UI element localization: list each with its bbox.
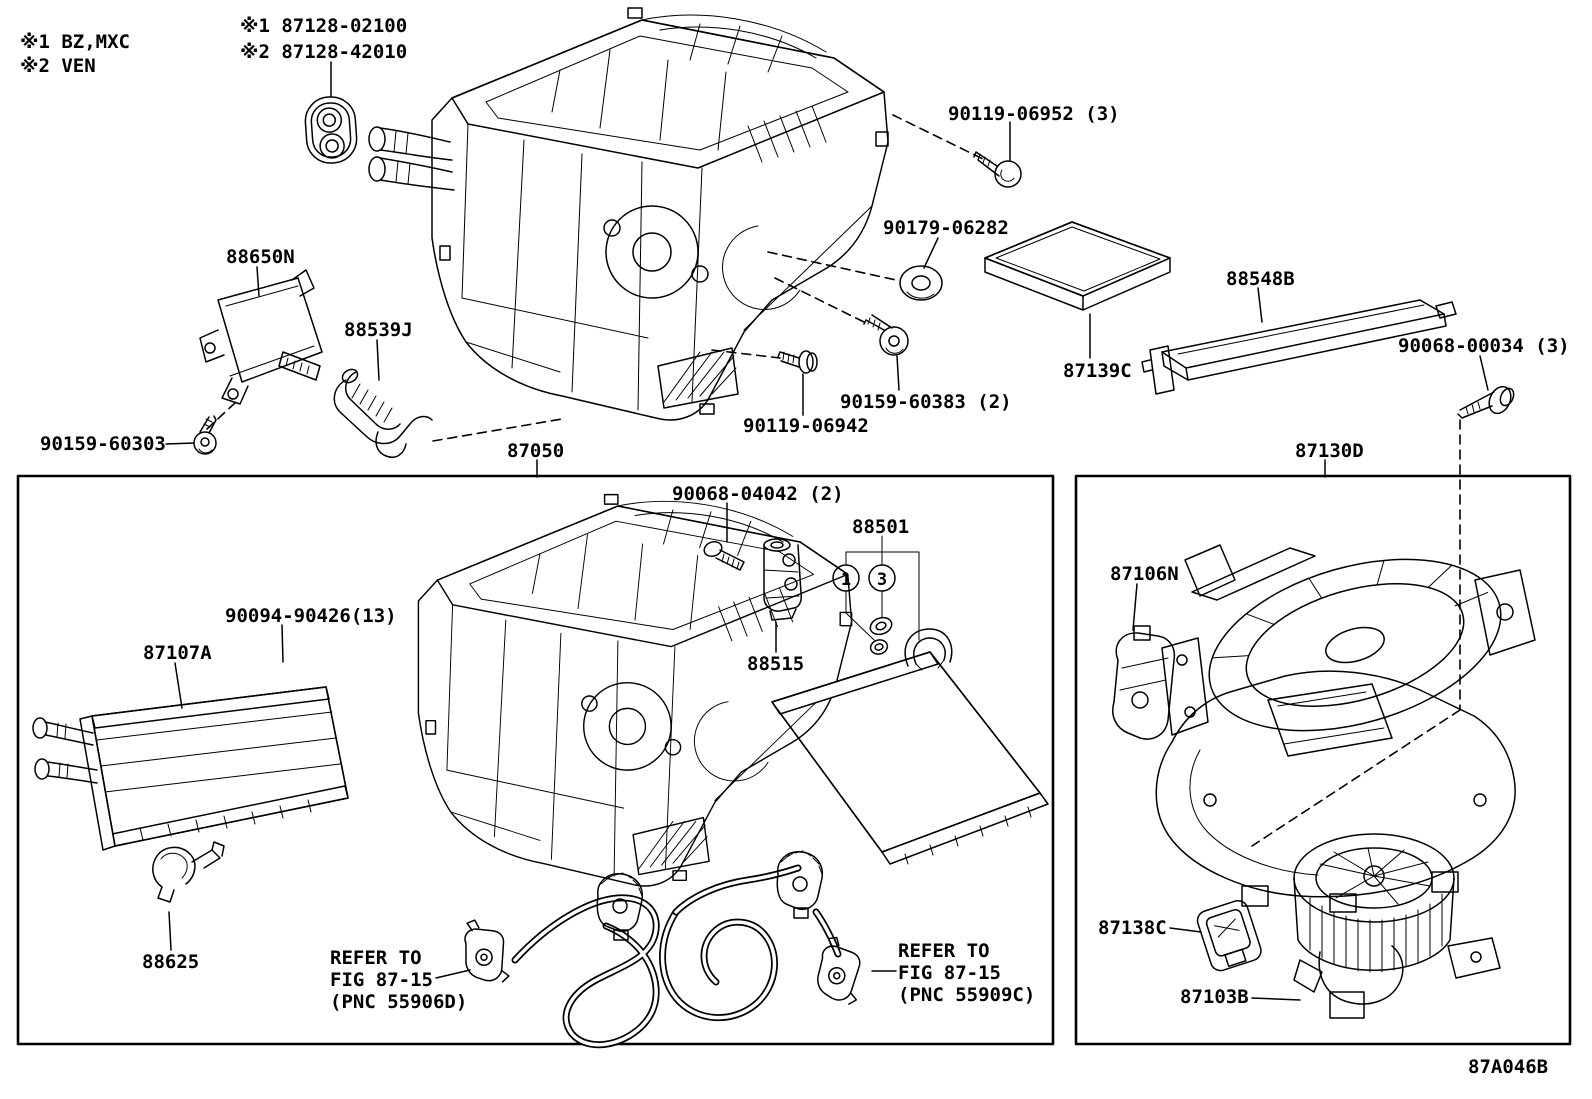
leader-lines [166,62,1488,1000]
pipe-clamp-drawing [153,842,224,902]
note-line2: ※2 VEN [20,55,96,77]
refer-left-line3: (PNC 55906D) [330,991,468,1013]
label-bolt-04042: 90068-04042 (2) [672,483,844,505]
label-filter-87139C: 87139C [1063,360,1132,382]
label-grommet-2: ※2 87128-42010 [240,41,408,63]
exp-valve-drawing [764,539,801,620]
inner-unit-drawing [418,495,851,886]
heater-pipes-drawing [369,127,454,190]
resistor-drawing [1195,898,1264,973]
main-unit-drawing [369,8,888,420]
grommet-drawing [304,95,358,164]
screw-06942-drawing [778,351,817,373]
label-oring-88501: 88501 [852,516,910,538]
dashed-connectors [207,115,1460,846]
refer-left-line1: REFER TO [330,947,422,969]
screw-60383-drawing [864,315,908,355]
label-core-87107A: 87107A [143,642,212,664]
note-line1: ※1 BZ,MXC [20,31,130,53]
refer-left-line2: FIG 87-15 [330,969,433,991]
marker-1-label: 1 [840,570,852,590]
refer-right-line1: REFER TO [898,940,990,962]
cable-assembly-left [460,873,656,1045]
blower-case-drawing [1156,529,1535,912]
label-grommet-1: ※1 87128-02100 [240,15,408,37]
marker-3-label: 3 [876,570,888,590]
amplifier-drawing [200,270,322,404]
washer-06282-drawing [900,266,942,300]
figure-code: 87A046B [1468,1056,1549,1078]
blower-unit-box [1076,476,1570,1044]
label-servo-87106N: 87106N [1110,563,1179,585]
cable-assembly-right [663,851,863,1018]
refer-right-line2: FIG 87-15 [898,962,1001,984]
label-motor-87103B: 87103B [1180,986,1249,1008]
servo-87106-drawing [1113,626,1208,739]
refer-right-line3: (PNC 55909C) [898,984,1036,1006]
label-clamp-88625: 88625 [142,951,200,973]
label-unit-87050: 87050 [507,440,565,462]
label-screw-00034: 90068-00034 (3) [1398,335,1570,357]
label-washer-06282: 90179-06282 [883,217,1009,239]
label-screw-60383: 90159-60383 (2) [840,391,1012,413]
oring-marker-drawing [833,536,919,656]
label-valve-88515: 88515 [747,653,805,675]
heater-core-drawing [33,687,348,850]
label-screw-60303: 90159-60303 [40,433,166,455]
evaporator-drawing [772,629,1048,864]
label-cover-88548B: 88548B [1226,268,1295,290]
label-screw-90426: 90094-90426(13) [225,605,397,627]
screw-60303-drawing [194,416,216,454]
cabin-filter-drawing [985,222,1170,310]
label-amplifier-88650N: 88650N [226,246,295,268]
label-resistor-87138C: 87138C [1098,917,1167,939]
label-screw-06952: 90119-06952 (3) [948,103,1120,125]
label-screw-06942: 90119-06942 [743,415,869,437]
blower-motor-drawing [1294,834,1500,1018]
hose-drawing [334,367,432,457]
label-unit-87130D: 87130D [1295,440,1364,462]
label-hose-88539J: 88539J [344,319,413,341]
